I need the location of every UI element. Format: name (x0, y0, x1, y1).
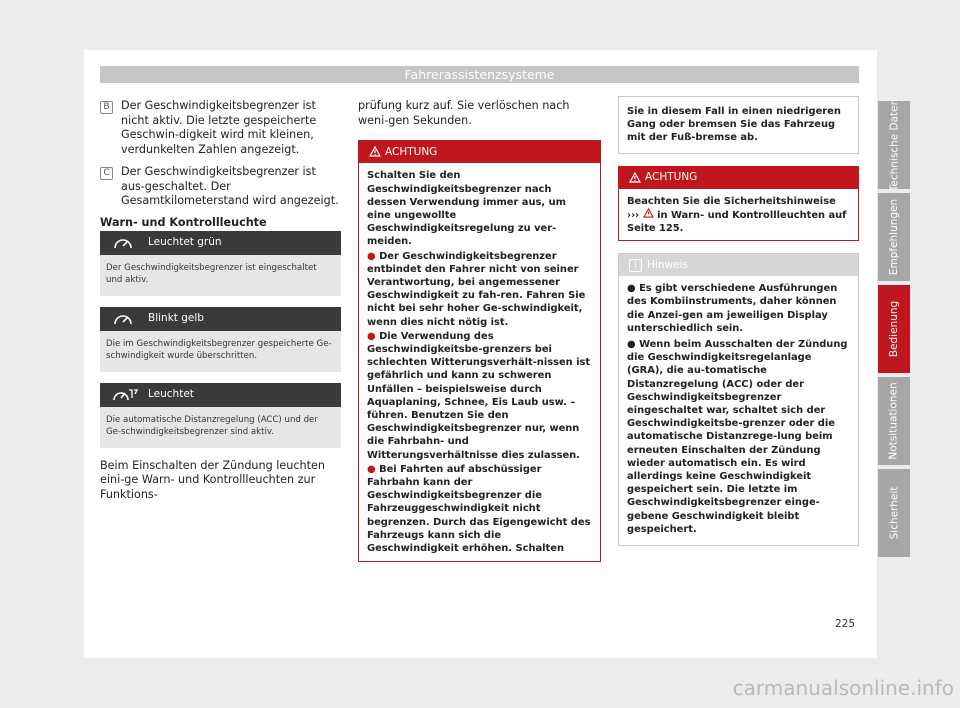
bullet-text: Bei Fahrten auf abschüssiger Fahrbahn kann der Geschwindigkeitsbegrenzer die Fahrzeuggeschwindigkeit nicht begrenzen. Durch das Eigengewicht des Fahrzeugs kann sich die Geschwindigkeit erhöhen. Schalten (367, 463, 591, 555)
tab-bedienung[interactable] (878, 285, 910, 373)
lamp-entry (100, 231, 341, 296)
column-middle (358, 99, 601, 562)
warning-header (619, 167, 858, 189)
warning-text-link[interactable]: in Warn- und Kontrollleuchten auf Seite 125. (627, 209, 847, 235)
lamp-description: Die automatische Distanzregelung (ACC) und der Ge-schwindigkeitsbegrenzer sind aktiv. (100, 407, 341, 448)
bullet-text: Es gibt verschiedene Ausführungen des Kombiinstruments, daher können die Anzei-gen am jeweiligen Display unterschiedlich sein. (627, 283, 838, 334)
lamp-title: Leuchtet grün (148, 236, 222, 249)
warning-continuation: Sie in diesem Fall in einen niedrigeren Gang oder bremsen Sie das Fahrzeug mit der Fuß-bremse ab. (618, 96, 859, 154)
warning-title: ACHTUNG (645, 171, 698, 184)
note-header (619, 254, 858, 276)
warning-bullet (367, 330, 592, 462)
warning-triangle-icon (629, 172, 641, 188)
note-content (619, 276, 858, 545)
section-heading: Warn- und Kontrollleuchte (100, 215, 267, 229)
lamp-title: Leuchtet (148, 388, 194, 401)
note-box (618, 253, 859, 546)
note-bullet (627, 282, 850, 335)
bullet-text: Wenn beim Ausschalten der Zündung die Geschwindigkeitsregelanlage (GRA), die au-tomatische Distanzregelung (ACC) oder der Geschwindigkeitsbegrenzer eingeschaltet war, schaltet sich der Geschwindigkeitsbe-grenzer oder die automatische Distanzrege-lung beim erneuten Einschalten der Zündung wieder automatisch ein. Es wird allerdings keine Geschwindigkeit gespeichert sein. Die letzte im Geschwindigkeitsbegrenzer einge-gebene Geschwindigkeit bleibt gespeichert. (627, 339, 848, 535)
chapter-header: Fahrerassistenzsysteme (100, 66, 859, 83)
tab-empfehlungen[interactable] (878, 193, 910, 281)
watermark: carmanualsonline.info (732, 676, 954, 700)
bullet-text: Die Verwendung des Geschwindigkeitsbe-grenzers bei schlechten Witterungsverhält-nissen ist gefährlich und kann zu schweren Unfällen – beispielsweise durch Aquaplaning, Schnee, Eis Laub usw. – führen. Benutzen Sie den Geschwindigkeitsbegrenzer nur, wenn die Fahrbahn- und Witterungsverhältnisse dies zulassen. (367, 330, 591, 461)
warning-content (619, 189, 858, 241)
body-paragraph: prüfung kurz auf. Sie verlöschen nach weni-gen Sekunden. (358, 99, 570, 127)
tab-label: Sicherheit (888, 486, 901, 540)
warning-text: Beachten Sie die Sicherheitshinweise ››› (627, 195, 836, 221)
note-bullet (627, 338, 850, 536)
lamp-description: Die im Geschwindigkeitsbegrenzer gespeicherte Ge-schwindigkeit wurde überschritten. (100, 331, 341, 372)
warning-triangle-icon (369, 146, 381, 162)
warning-bullet (367, 463, 592, 555)
speedometer-limiter-icon (112, 388, 148, 402)
warning-header (359, 141, 600, 163)
lamp-header (100, 383, 341, 407)
lamp-header (100, 307, 341, 331)
warning-bullet (367, 250, 592, 329)
tab-label: Notsituationen (888, 382, 900, 460)
column-left (100, 99, 341, 503)
warning-box (358, 140, 601, 562)
speedometer-icon (112, 236, 148, 250)
tab-label: Bedienung (888, 300, 900, 358)
info-icon: i (629, 259, 642, 272)
warning-content (359, 163, 600, 561)
page-number: 225 (835, 618, 856, 630)
item-marker: B (100, 101, 113, 114)
warning-box (618, 166, 859, 242)
bullet-dot: ● (627, 339, 640, 351)
warning-inline-icon (643, 210, 654, 221)
list-item-c (100, 165, 341, 209)
lamp-entry (100, 383, 341, 448)
lamp-title: Blinkt gelb (148, 312, 204, 325)
tab-label: Technische Daten (888, 98, 901, 192)
warning-lead: Schalten Sie den Geschwindigkeitsbegrenzer nach dessen Verwendung immer aus, um eine ungewollte Geschwindigkeitsregelung zu ver-meiden. (367, 170, 566, 248)
item-marker: C (100, 167, 113, 180)
body-paragraph: Beim Einschalten der Zündung leuchten eini-ge Warn- und Kontrollleuchten zur Funktions- (100, 458, 325, 502)
note-title: Hinweis (647, 258, 688, 271)
lamp-header (100, 231, 341, 255)
tab-label: Empfehlungen (888, 198, 901, 276)
bullet-text: Der Geschwindigkeitsbegrenzer entbindet den Fahrer nicht von seiner Verantwortung, bei angemessener Geschwindigkeit zu fah-ren. Fahren Sie nicht bei sehr hoher Ge-schwindigkeit, wenn dies nicht nötig ist. (367, 250, 586, 328)
bullet-dot: ● (627, 283, 640, 295)
lamp-description: Der Geschwindigkeitsbegrenzer ist eingeschaltet und aktiv. (100, 255, 341, 296)
bullet-dot: ● (367, 330, 380, 342)
item-text: Der Geschwindigkeitsbegrenzer ist nicht aktiv. Die letzte gespeicherte Geschwin-digkeit wird mit kleinen, verdunkelten Zahlen angezeigt. (121, 99, 317, 157)
tab-sicherheit[interactable] (878, 469, 910, 557)
list-item-b (100, 99, 341, 158)
tab-technische-daten[interactable] (878, 98, 910, 192)
warning-title: ACHTUNG (385, 146, 438, 159)
bullet-dot: ● (367, 463, 380, 475)
speedometer-icon (112, 312, 148, 326)
bullet-dot: ● (367, 250, 380, 262)
tab-notsituationen[interactable] (878, 377, 910, 465)
section-tabs (878, 98, 910, 561)
item-text: Der Geschwindigkeitsbegrenzer ist aus-geschaltet. Der Gesamtkilometerstand wird angezeigt. (121, 164, 339, 208)
lamp-entry (100, 307, 341, 372)
column-right (618, 96, 859, 546)
